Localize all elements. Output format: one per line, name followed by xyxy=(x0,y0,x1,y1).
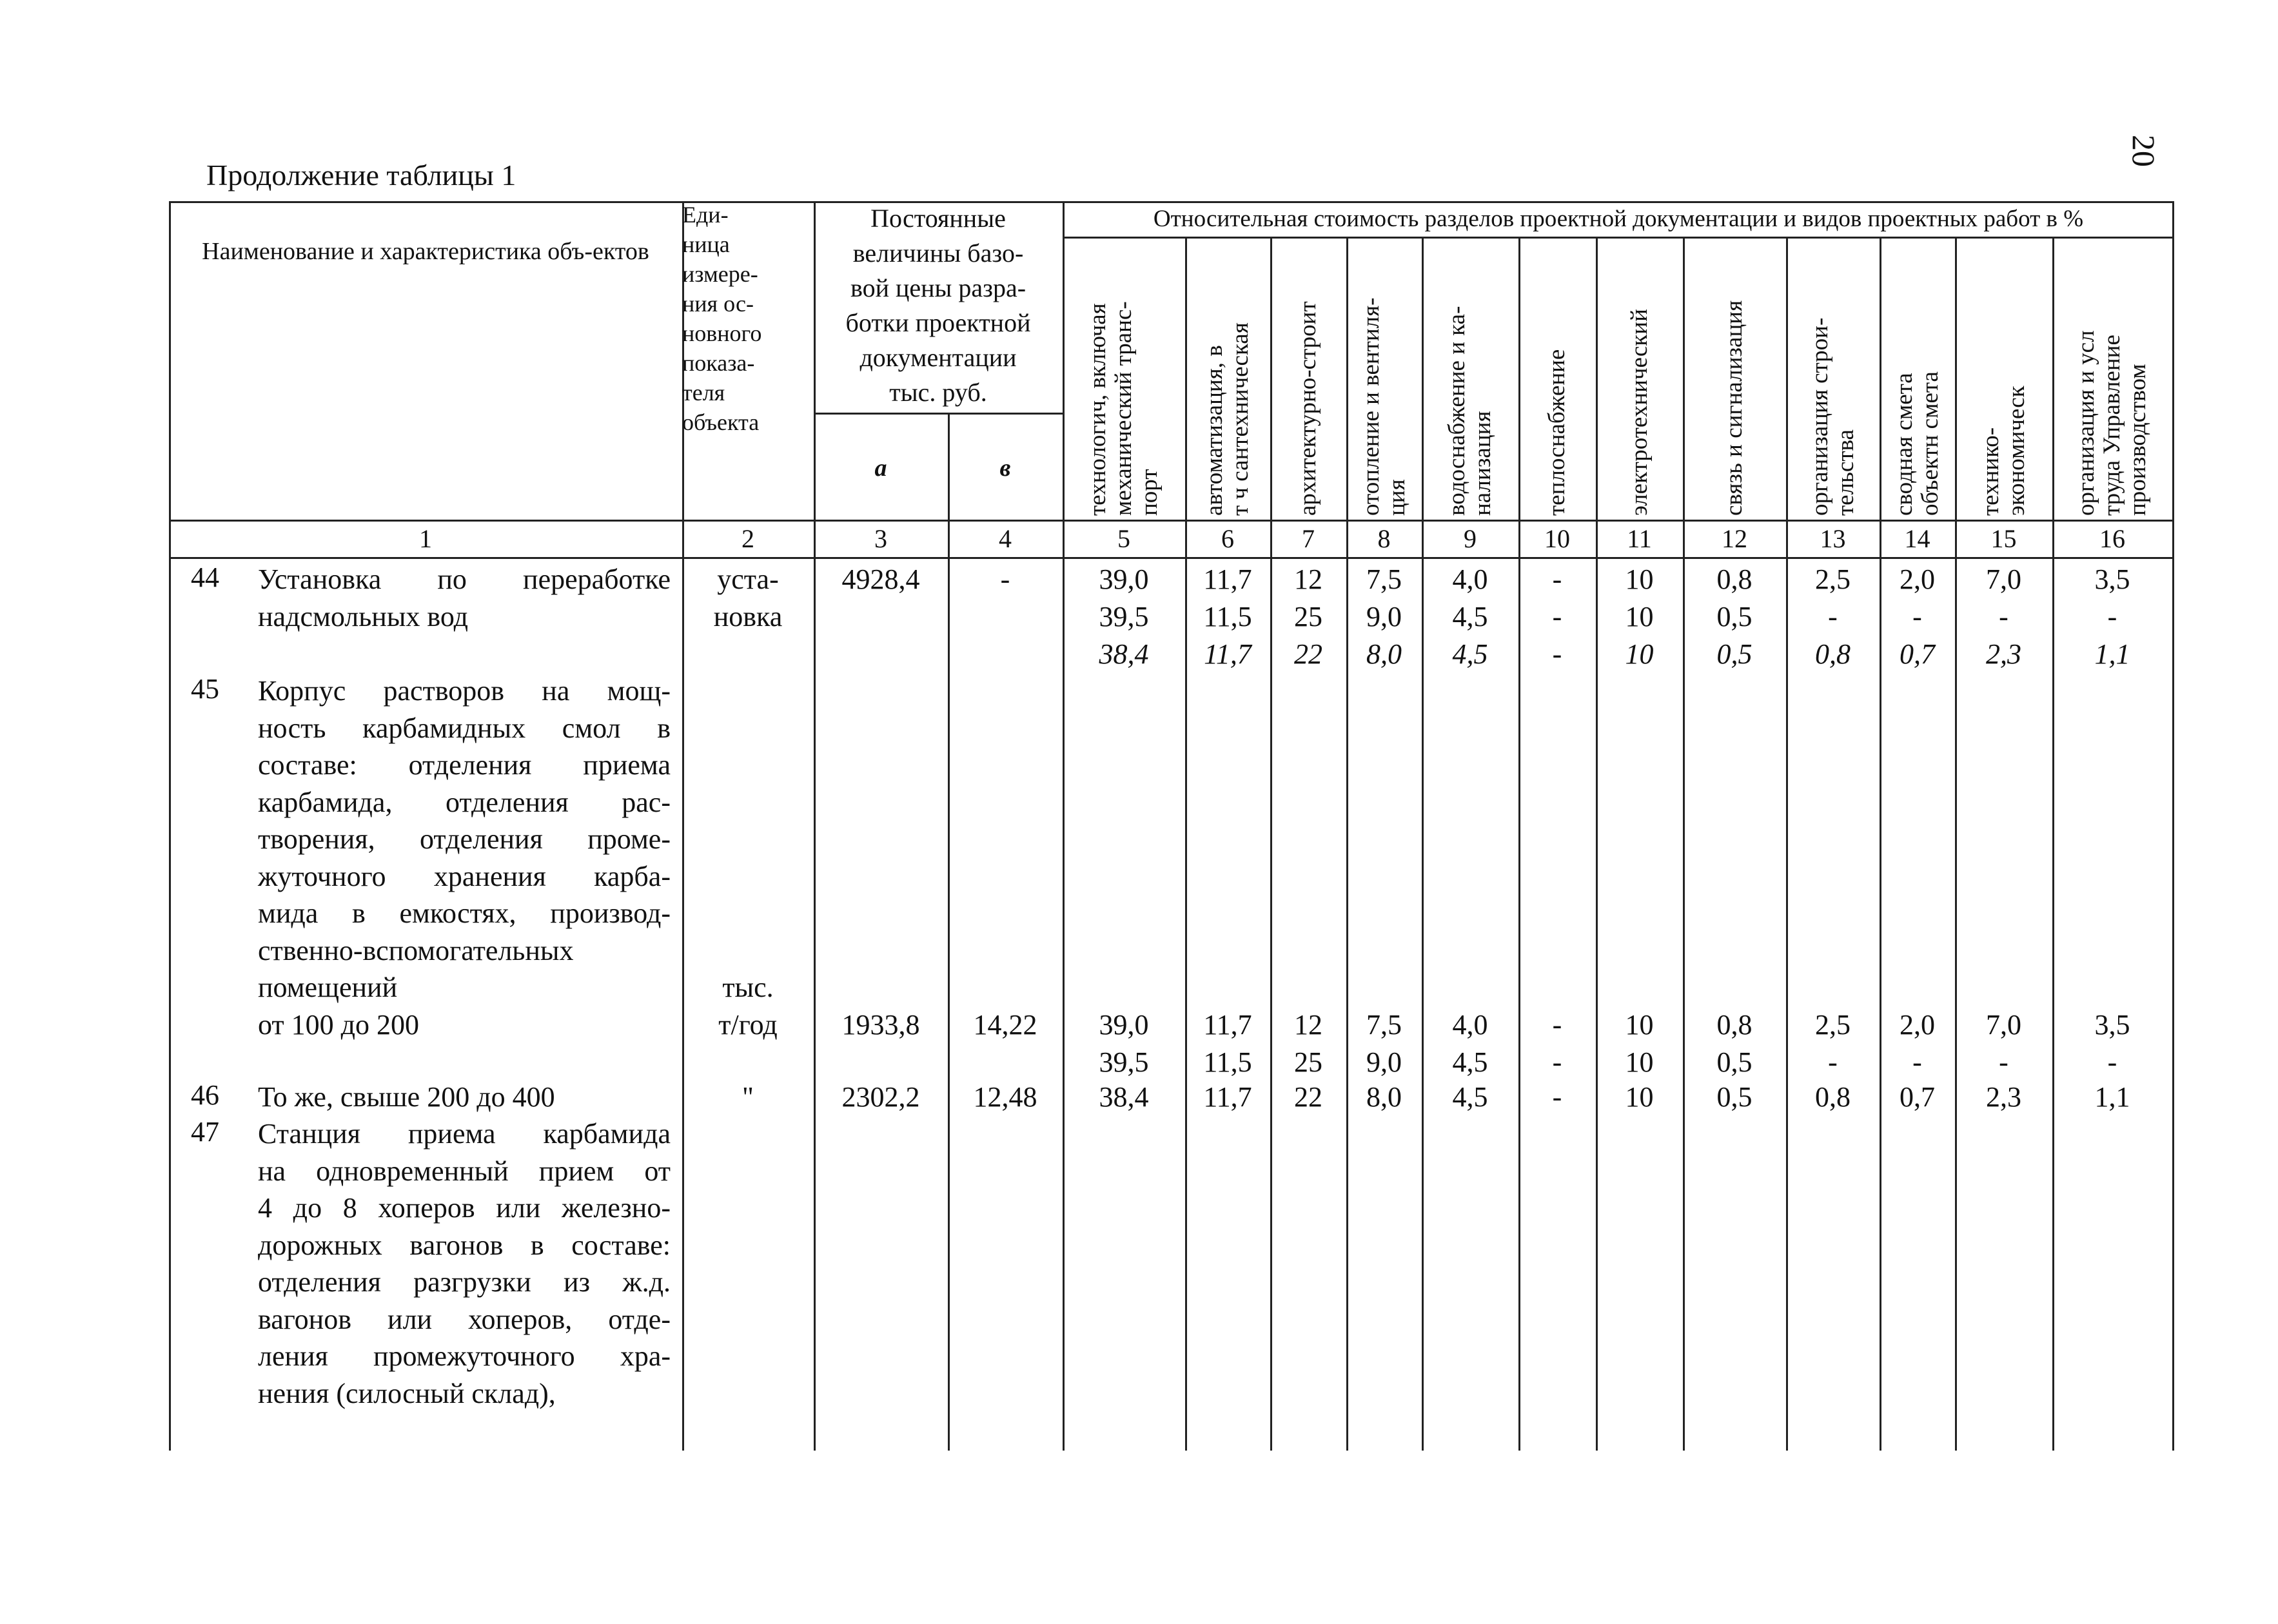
row-value-b: 12,48 xyxy=(973,1081,1037,1113)
section-header-line: ция xyxy=(1383,479,1410,516)
column-number: 6 xyxy=(1221,524,1234,553)
row-number: 47 xyxy=(191,1116,219,1148)
percent-value: 2,5 xyxy=(1815,1008,1851,1041)
percent-value: 25 xyxy=(1294,601,1322,632)
header-name: Наименование и характеристика объ-ектов xyxy=(202,238,649,265)
percent-value: 2,5 xyxy=(1815,563,1851,595)
percent-value: 7,5 xyxy=(1366,1008,1402,1041)
percent-value: 1,1 xyxy=(2094,638,2130,670)
section-header-line: электротехнический xyxy=(1625,309,1653,516)
row-description-line: Установка по переработке xyxy=(258,563,671,595)
row-description-line: на одновременный прием от xyxy=(258,1155,671,1187)
row-unit-line: тыс. xyxy=(722,972,774,1003)
row-unit-line: уста- xyxy=(717,563,779,595)
percent-value: 0,7 xyxy=(1900,638,1935,670)
percent-value: 39,5 xyxy=(1099,601,1149,632)
percent-value: 22 xyxy=(1294,1081,1322,1113)
percent-value: 0,5 xyxy=(1716,638,1753,670)
row-percent-cell xyxy=(1596,1079,1683,1116)
section-header-line: связь и сигнализация xyxy=(1721,300,1747,516)
percent-value: 8,0 xyxy=(1366,1081,1402,1113)
header-constant-line: вой цены разра- xyxy=(850,273,1026,302)
percent-value: 2,3 xyxy=(1986,638,2021,670)
header-constant-line: величины базо- xyxy=(852,239,1024,268)
percent-value: 12 xyxy=(1294,1008,1322,1041)
percent-value: 0,5 xyxy=(1716,601,1753,632)
column-number: 8 xyxy=(1377,524,1391,553)
column-number: 10 xyxy=(1544,524,1570,553)
row-description-line: карбамида, отделения рас- xyxy=(258,786,671,818)
header-constant-line: тыс. руб. xyxy=(889,378,987,407)
percent-value: - xyxy=(1552,638,1562,670)
row-value-a: 4928,4 xyxy=(841,563,920,595)
percent-value: - xyxy=(1552,563,1562,595)
percent-value: 10 xyxy=(1625,638,1654,670)
percent-value: 10 xyxy=(1625,1081,1654,1113)
row-percent-cell xyxy=(1880,1079,1955,1116)
percent-value: - xyxy=(2107,1046,2117,1078)
row-percent-cell xyxy=(1596,1006,1683,1081)
percent-value: 7,0 xyxy=(1986,563,2021,595)
percent-value: 10 xyxy=(1625,601,1654,632)
row-percent-cell xyxy=(1063,561,1185,673)
column-number: 13 xyxy=(1820,524,1846,553)
row-percent-cell xyxy=(1422,561,1518,673)
percent-value: - xyxy=(1828,1046,1838,1078)
row-percent-cell xyxy=(1185,1079,1270,1116)
column-number: 9 xyxy=(1464,524,1477,553)
section-header-line: архитектурно-строит xyxy=(1295,301,1321,516)
percent-value: 0,8 xyxy=(1815,638,1851,670)
row-number: 44 xyxy=(191,562,219,593)
percent-value: 10 xyxy=(1625,1046,1654,1078)
row-description-line: Станция приема карбамида xyxy=(258,1118,671,1150)
row-percent-cell xyxy=(1786,1006,1880,1081)
row-percent-cell xyxy=(1346,1006,1422,1081)
percent-value: - xyxy=(1912,1046,1922,1078)
header-unit-line: новного xyxy=(682,320,762,346)
percent-value: - xyxy=(1552,601,1562,632)
header-unit-line: ница xyxy=(682,231,730,257)
percent-value: 22 xyxy=(1294,638,1322,670)
percent-value: 2,3 xyxy=(1986,1081,2021,1113)
percent-value: 0,5 xyxy=(1716,1046,1753,1078)
percent-value: 12 xyxy=(1294,563,1322,595)
row-description-line: составе: отделения приема xyxy=(258,749,671,781)
row-percent-cell xyxy=(1346,1079,1422,1116)
header-unit-line: объекта xyxy=(682,409,760,435)
percent-value: 0,8 xyxy=(1716,563,1753,595)
section-header-line: автоматизация, в xyxy=(1201,345,1228,516)
row-description-line: ления промежуточного хра- xyxy=(258,1340,671,1372)
section-header-line: организация строи- xyxy=(1806,317,1833,516)
section-header-line: порт xyxy=(1136,469,1163,516)
percent-value: 2,0 xyxy=(1900,563,1935,595)
percent-value: 38,4 xyxy=(1099,638,1149,670)
row-percent-cell xyxy=(1270,561,1346,673)
column-number: 14 xyxy=(1904,524,1930,553)
row-percent-cell xyxy=(1270,1079,1346,1116)
header-relative-cost: Относительная стоимость разделов проектной документации и видов проектных работ в % xyxy=(1153,206,2084,232)
row-percent-cell xyxy=(1063,1079,1185,1116)
section-header-line: производством xyxy=(2125,364,2151,516)
percent-value: - xyxy=(1552,1046,1562,1078)
row-percent-cell xyxy=(1596,561,1683,673)
row-number: 46 xyxy=(191,1079,219,1111)
column-number: 4 xyxy=(999,524,1012,553)
row-percent-cell xyxy=(2052,1079,2172,1116)
column-number: 11 xyxy=(1627,524,1652,553)
row-unit-line: т/год xyxy=(718,1009,778,1041)
section-header-line: технологич, включая xyxy=(1085,303,1111,516)
percent-value: - xyxy=(1828,601,1838,632)
row-value-a: 1933,8 xyxy=(841,1008,920,1041)
row-number: 45 xyxy=(191,673,219,705)
percent-value: 39,0 xyxy=(1099,1008,1149,1041)
section-header-line: технико- xyxy=(1977,427,2004,516)
row-description-line: вагонов или хоперов, отде- xyxy=(258,1303,671,1335)
row-percent-cell xyxy=(1880,561,1955,673)
percent-value: - xyxy=(1552,1008,1562,1041)
header-col-a: а xyxy=(874,455,887,482)
header-unit-line: ния ос- xyxy=(682,291,754,317)
percent-value: 11,7 xyxy=(1203,563,1252,595)
percent-value: 8,0 xyxy=(1366,638,1402,670)
column-number: 5 xyxy=(1117,524,1130,553)
percent-value: - xyxy=(2107,601,2117,632)
row-unit-line: новка xyxy=(713,601,783,632)
percent-value: 11,7 xyxy=(1203,1008,1252,1041)
column-number: 3 xyxy=(874,524,887,553)
row-percent-cell xyxy=(1683,561,1786,673)
row-percent-cell xyxy=(1346,561,1422,673)
percent-value: 3,5 xyxy=(2094,563,2130,595)
column-number: 7 xyxy=(1302,524,1315,553)
percent-value: - xyxy=(1999,1046,2008,1078)
section-header-line: отопление и вентиля- xyxy=(1357,297,1384,516)
column-number: 1 xyxy=(419,524,432,553)
page-number: 20 xyxy=(2126,135,2162,167)
row-description-line: дорожных вагонов в составе: xyxy=(258,1229,671,1261)
section-header-line: сводная смета xyxy=(1890,373,1918,516)
header-unit-line: показа- xyxy=(682,350,755,376)
column-number: 12 xyxy=(1722,524,1747,553)
section-header-line: нализация xyxy=(1469,411,1496,516)
header-constant-line: ботки проектной xyxy=(845,308,1031,337)
percent-value: 4,5 xyxy=(1452,601,1488,632)
percent-value: 7,0 xyxy=(1986,1008,2021,1041)
row-description xyxy=(258,1115,671,1412)
row-description-line: творения, отделения проме- xyxy=(258,823,671,855)
row-percent-cell xyxy=(2052,1006,2172,1081)
section-header-line: экономическ xyxy=(2003,386,2030,516)
row-description xyxy=(258,561,671,635)
percent-value: 4,5 xyxy=(1452,1046,1488,1078)
percent-value: 39,5 xyxy=(1099,1046,1149,1078)
row-value-b: 14,22 xyxy=(973,1008,1037,1041)
row-description-line: 4 до 8 хоперов или железно- xyxy=(258,1192,671,1224)
row-description-line: надсмольных вод xyxy=(258,600,468,632)
section-header-line: тельства xyxy=(1832,429,1859,516)
percent-value: 0,5 xyxy=(1716,1081,1753,1113)
percent-value: 9,0 xyxy=(1366,601,1402,632)
row-percent-cell xyxy=(1786,1079,1880,1116)
row-description-line: ственно-вспомогательных xyxy=(258,934,574,966)
percent-value: 4,0 xyxy=(1452,563,1488,595)
row-unit xyxy=(682,561,814,636)
row-percent-cell xyxy=(1683,1006,1786,1081)
row-percent-cell xyxy=(1955,561,2052,673)
row-percent-cell xyxy=(1422,1006,1518,1081)
header-unit xyxy=(682,200,814,437)
percent-value: - xyxy=(1912,601,1922,632)
section-header-line: труда Управление xyxy=(2099,335,2125,516)
section-header-line: механический транс- xyxy=(1110,301,1137,516)
percent-value: 38,4 xyxy=(1099,1081,1149,1113)
row-value-a: 2302,2 xyxy=(841,1081,920,1113)
header-constant-line: Постоянные xyxy=(870,204,1006,233)
percent-value: 10 xyxy=(1625,563,1654,595)
row-description-line: помещений xyxy=(258,972,398,1003)
row-description-line: ность карбамидных смол в xyxy=(258,712,671,744)
header-unit-line: Еди- xyxy=(682,202,729,228)
percent-value: 0,8 xyxy=(1815,1081,1851,1113)
row-percent-cell xyxy=(1955,1079,2052,1116)
section-header-line: объектн смета xyxy=(1916,371,1943,516)
section-header-line: теплоснабжение xyxy=(1544,349,1570,516)
header-constant-line: документации xyxy=(859,343,1017,372)
percent-value: 0,7 xyxy=(1900,1081,1935,1113)
percent-value: 3,5 xyxy=(2094,1008,2130,1041)
row-unit xyxy=(682,969,814,1044)
percent-value: 1,1 xyxy=(2094,1081,2130,1113)
percent-value: 2,0 xyxy=(1900,1008,1935,1041)
row-percent-cell xyxy=(1683,1079,1786,1116)
percent-value: 4,0 xyxy=(1452,1008,1488,1041)
percent-value: 25 xyxy=(1294,1046,1322,1078)
row-percent-cell xyxy=(1185,561,1270,673)
row-description-line: от 100 до 200 xyxy=(258,1008,420,1041)
row-percent-cell xyxy=(1185,1006,1270,1081)
row-value-b: - xyxy=(1000,563,1010,595)
percent-value: 4,5 xyxy=(1452,638,1488,670)
column-number: 2 xyxy=(741,524,754,553)
row-percent-cell xyxy=(1786,561,1880,673)
row-percent-cell xyxy=(1518,1079,1596,1116)
row-percent-cell xyxy=(2052,561,2172,673)
percent-value: 7,5 xyxy=(1366,563,1402,595)
row-description-line: То же, свыше 200 до 400 xyxy=(258,1081,555,1113)
percent-value: 11,5 xyxy=(1203,601,1252,632)
section-header-line: организация и усл xyxy=(2073,330,2099,516)
column-number: 15 xyxy=(1990,524,2017,553)
percent-value: 4,5 xyxy=(1452,1081,1488,1113)
header-unit-line: измере- xyxy=(682,261,758,287)
percent-value: 0,8 xyxy=(1716,1008,1753,1041)
header-unit-line: теля xyxy=(682,380,725,406)
row-unit-line: " xyxy=(742,1081,754,1113)
row-description-line: отделения разгрузки из ж.д. xyxy=(258,1266,671,1298)
row-percent-cell xyxy=(1518,1006,1596,1081)
section-header-line: водоснабжение и ка- xyxy=(1444,306,1470,516)
section-header-line: т ч сантехническая xyxy=(1227,322,1253,516)
row-percent-cell xyxy=(1880,1006,1955,1081)
header-constant-values xyxy=(814,201,1063,410)
column-number: 16 xyxy=(2099,524,2125,553)
percent-value: 39,0 xyxy=(1099,563,1149,595)
percent-value: 11,7 xyxy=(1204,638,1252,670)
percent-value: 11,5 xyxy=(1203,1046,1252,1078)
row-percent-cell xyxy=(1422,1079,1518,1116)
percent-value: - xyxy=(1999,601,2008,632)
row-description xyxy=(258,672,671,1043)
row-description xyxy=(258,1079,671,1116)
row-percent-cell xyxy=(1063,1006,1185,1081)
percent-value: 10 xyxy=(1625,1008,1654,1041)
row-percent-cell xyxy=(1955,1006,2052,1081)
percent-value: - xyxy=(1552,1081,1562,1113)
row-percent-cell xyxy=(1518,561,1596,673)
percent-value: 11,7 xyxy=(1203,1081,1252,1113)
percent-value: 9,0 xyxy=(1366,1046,1402,1078)
row-unit xyxy=(682,1079,814,1116)
row-description-line: Корпус растворов на мощ- xyxy=(258,675,671,707)
table-caption: Продолжение таблицы 1 xyxy=(206,159,516,191)
header-col-b: в xyxy=(999,455,1011,482)
row-description-line: нения (силосный склад), xyxy=(258,1377,556,1409)
row-description-line: жуточного хранения карба- xyxy=(258,860,671,892)
row-percent-cell xyxy=(1270,1006,1346,1081)
row-description-line: мида в емкостях, производ- xyxy=(258,897,671,929)
